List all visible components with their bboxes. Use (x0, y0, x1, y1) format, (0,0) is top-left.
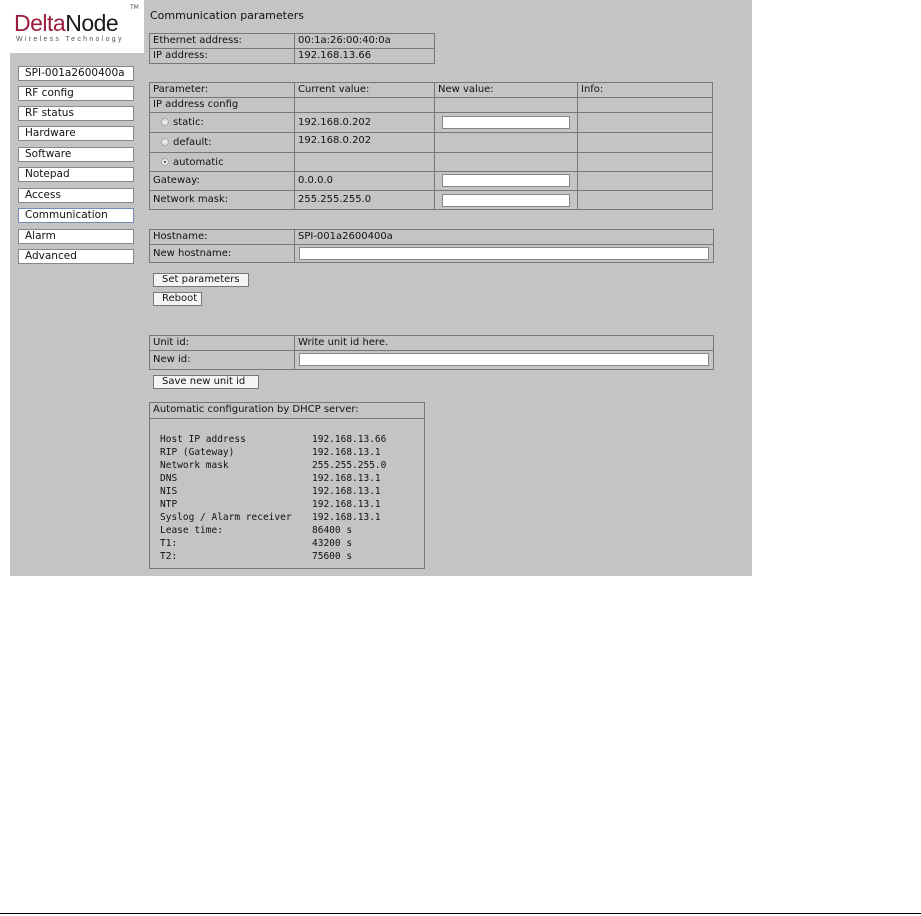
gateway-label: Gateway: (149, 171, 295, 191)
ip-config-label: IP address config (149, 97, 295, 113)
ethernet-address-value: 00:1a:26:00:40:0a (294, 33, 435, 49)
dhcp-row: NTP 192.168.13.1 (160, 499, 381, 510)
network-mask-current-value: 255.255.255.0 (294, 190, 435, 210)
sidebar-item-advanced[interactable]: Advanced (18, 249, 134, 264)
static-option[interactable]: static: (149, 112, 295, 133)
default-radio[interactable] (161, 138, 169, 146)
empty-cell (577, 112, 713, 133)
sidebar-item-notepad[interactable]: Notepad (18, 167, 134, 182)
header-parameter: Parameter: (149, 82, 295, 98)
new-id-input[interactable] (299, 353, 709, 366)
hostname-value: SPI-001a2600400a (294, 229, 714, 245)
dhcp-row: T1: 43200 s (160, 538, 353, 549)
sidebar-item-software[interactable]: Software (18, 147, 134, 162)
automatic-radio[interactable] (161, 158, 169, 166)
sidebar-item-communication[interactable]: Communication (18, 208, 134, 223)
dhcp-row: RIP (Gateway) 192.168.13.1 (160, 447, 381, 458)
mask-new-cell (434, 190, 578, 210)
ip-address-value: 192.168.13.66 (294, 48, 435, 64)
automatic-option[interactable]: automatic (149, 152, 295, 172)
sidebar-item-rf-config[interactable]: RF config (18, 86, 134, 101)
default-option[interactable]: default: (149, 132, 295, 153)
default-current-value: 192.168.0.202 (294, 132, 435, 153)
new-hostname-label: New hostname: (149, 244, 295, 263)
reboot-button[interactable]: Reboot (153, 292, 202, 306)
empty-cell (434, 152, 578, 172)
ip-address-label: IP address: (149, 48, 295, 64)
empty-cell (434, 97, 578, 113)
empty-cell (294, 152, 435, 172)
dhcp-row: NIS 192.168.13.1 (160, 486, 381, 497)
dhcp-info-box (149, 402, 425, 569)
network-mask-input[interactable] (442, 194, 570, 207)
network-mask-label: Network mask: (149, 190, 295, 210)
page-bottom-rule (0, 913, 921, 914)
ethernet-address-label: Ethernet address: (149, 33, 295, 49)
header-info: Info: (577, 82, 713, 98)
static-new-cell (434, 112, 578, 133)
empty-cell (577, 171, 713, 191)
sidebar-item-rf-status[interactable]: RF status (18, 106, 134, 121)
empty-cell (577, 132, 713, 153)
logo-trademark: TM (130, 4, 139, 11)
header-new-value: New value: (434, 82, 578, 98)
sidebar-item-hardware[interactable]: Hardware (18, 126, 134, 141)
empty-cell (577, 152, 713, 172)
static-ip-input[interactable] (442, 116, 570, 129)
logo-wordmark: DeltaNode (14, 10, 119, 36)
dhcp-row: Host IP address 192.168.13.66 (160, 434, 387, 445)
deltanode-logo (10, 0, 144, 53)
sidebar-item-alarm[interactable]: Alarm (18, 229, 134, 244)
set-parameters-button[interactable]: Set parameters (153, 273, 249, 287)
dhcp-row: Lease time: 86400 s (160, 525, 353, 536)
dhcp-row: DNS 192.168.13.1 (160, 473, 381, 484)
static-radio[interactable] (161, 118, 169, 126)
new-hostname-cell (294, 244, 714, 263)
divider (150, 418, 424, 419)
save-new-unit-id-button[interactable]: Save new unit id (153, 375, 259, 389)
new-id-label: New id: (149, 350, 295, 370)
dhcp-title: Automatic configuration by DHCP server: (153, 404, 359, 415)
empty-cell (577, 190, 713, 210)
empty-cell (294, 97, 435, 113)
empty-cell (577, 97, 713, 113)
unit-id-label: Unit id: (149, 335, 295, 351)
unit-id-value: Write unit id here. (294, 335, 714, 351)
hostname-label: Hostname: (149, 229, 295, 245)
gateway-input[interactable] (442, 174, 570, 187)
empty-cell (434, 132, 578, 153)
dhcp-row: T2: 75600 s (160, 551, 353, 562)
gateway-current-value: 0.0.0.0 (294, 171, 435, 191)
new-hostname-input[interactable] (299, 247, 709, 260)
dhcp-row: Syslog / Alarm receiver 192.168.13.1 (160, 512, 381, 523)
sidebar-item-device-id[interactable]: SPI-001a2600400a (18, 66, 134, 81)
header-current-value: Current value: (294, 82, 435, 98)
dhcp-row: Network mask 255.255.255.0 (160, 460, 387, 471)
logo-tagline: Wireless Technology (16, 36, 124, 43)
sidebar-item-access[interactable]: Access (18, 188, 134, 203)
page-title: Communication parameters (150, 9, 304, 22)
gateway-new-cell (434, 171, 578, 191)
device-config-page (10, 0, 752, 576)
static-current-value: 192.168.0.202 (294, 112, 435, 133)
new-id-cell (294, 350, 714, 370)
